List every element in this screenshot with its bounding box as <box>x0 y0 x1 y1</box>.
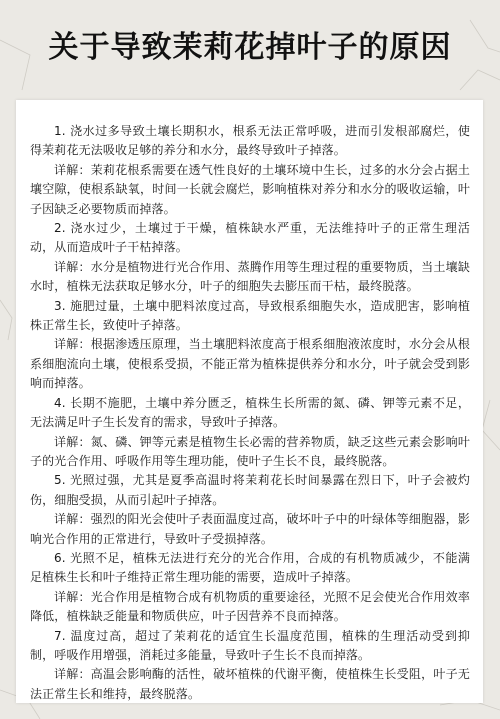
cause-3: 3. 施肥过量，土壤中肥料浓度过高，导致根系细胞失水，造成肥害，影响植株正常生长，致使叶子掉落。 <box>30 298 470 333</box>
cause-6: 6. 光照不足，植株无法进行充分的光合作用，合成的有机物质减少，不能满足植株生长和叶子维持正常生理功能的需要，造成叶子掉落。 <box>30 550 470 585</box>
cause-7-detail: 详解：高温会影响酶的活性，破坏植株的代谢平衡，使植株生长受阻，叶子无法正常生长和维持，最终脱落。 <box>30 667 470 701</box>
page-title: 关于导致茉莉花掉叶子的原因 <box>48 30 452 65</box>
cause-7: 7. 温度过高，超过了茉莉花的适宜生长温度范围，植株的生理活动受到抑制，呼吸作用增强，消耗过多能量，导致叶子生长不良而掉落。 <box>30 628 470 662</box>
cause-1-detail: 详解：茉莉花根系需要在透气性良好的土壤环境中生长，过多的水分会占据土壤空隙，使根系缺氧，时间一长就会腐烂，影响植株对养分和水分的吸收运输，叶子因缺乏必要物质而掉落。 <box>30 162 470 216</box>
cause-2: 2. 浇水过少，土壤过于干燥，植株缺水严重，无法维持叶子的正常生理活动，从而造成叶子干枯掉落。 <box>30 221 470 255</box>
cause-4: 4. 长期不施肥，土壤中养分匮乏，植株生长所需的氮、磷、钾等元素不足，无法满足叶子生长发育的需求，导致叶子掉落。 <box>30 395 470 430</box>
cause-4-detail: 详解：氮、磷、钾等元素是植物生长必需的营养物质，缺乏这些元素会影响叶子的光合作用、呼吸作用等生理功能，使叶子生长不良，最终脱落。 <box>30 434 470 468</box>
cause-2-detail: 详解：水分是植物进行光合作用、蒸腾作用等生理过程的重要物质，当土壤缺水时，植株无法获取足够水分，叶子的细胞失去膨压而干枯，最终脱落。 <box>30 259 470 294</box>
cause-1: 1. 浇水过多导致土壤长期积水，根系无法正常呼吸，进而引发根部腐烂，使得茉莉花无法吸收足够的养分和水分，最终导致叶子掉落。 <box>30 124 470 158</box>
cause-5-detail: 详解：强烈的阳光会使叶子表面温度过高，破坏叶子中的叶绿体等细胞器，影响光合作用的正常进行，导致叶子受损掉落。 <box>30 512 470 546</box>
cause-5: 5. 光照过强，尤其是夏季高温时将茉莉花长时间暴露在烈日下，叶子会被灼伤，细胞受损，从而引起叶子掉落。 <box>30 473 470 507</box>
article-body <box>30 122 470 704</box>
cause-6-detail: 详解：光合作用是植物合成有机物质的重要途径，光照不足会使光合作用效率降低，植株缺乏能量和物质供应，叶子因营养不良而掉落。 <box>30 589 470 624</box>
cause-3-detail: 详解：根据渗透压原理，当土壤肥料浓度高于根系细胞液浓度时，水分会从根系细胞流向土壤，使根系受损，不能正常为植株提供养分和水分，叶子就会受到影响而掉落。 <box>30 337 470 391</box>
